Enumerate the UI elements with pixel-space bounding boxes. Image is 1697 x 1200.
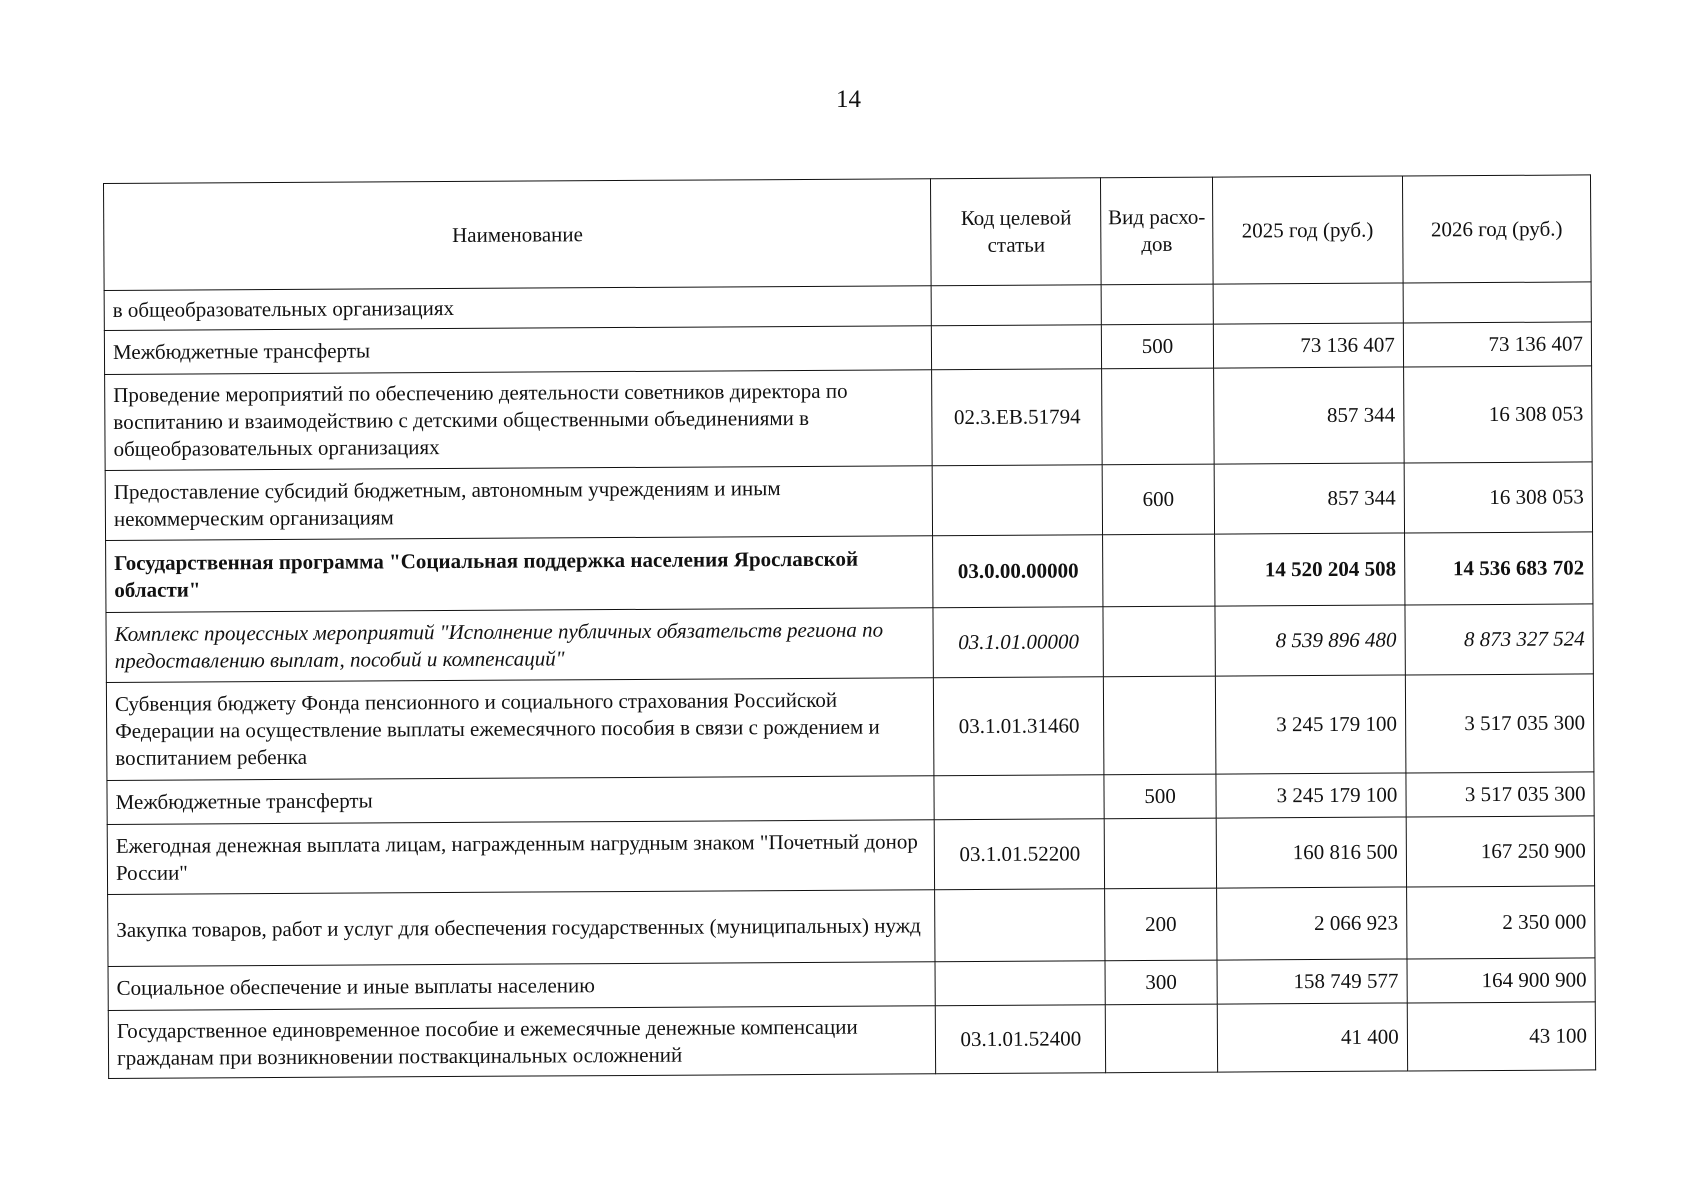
row-vid: 300 [1105, 960, 1217, 1005]
page-number: 14 [836, 86, 861, 113]
header-vid: Вид расхо-дов [1101, 177, 1213, 285]
row-vid: 200 [1105, 888, 1217, 961]
row-vid: 500 [1102, 324, 1214, 369]
table-row [106, 604, 1593, 683]
row-2026: 16 308 053 [1404, 462, 1593, 533]
row-code: 02.3.ЕВ.51794 [932, 369, 1102, 466]
row-code [932, 285, 1102, 326]
row-2026: 16 308 053 [1403, 366, 1592, 463]
table-row [107, 816, 1594, 895]
row-2026: 164 900 900 [1407, 958, 1595, 1003]
row-2026: 3 517 035 300 [1405, 674, 1594, 773]
table-header-row [104, 175, 1592, 291]
row-2025 [1213, 283, 1403, 324]
row-2026: 167 250 900 [1406, 816, 1595, 887]
row-2025: 2 066 923 [1216, 887, 1407, 960]
row-2026: 14 536 683 702 [1404, 532, 1593, 605]
row-2025: 857 344 [1214, 463, 1405, 534]
row-2026: 8 873 327 524 [1405, 604, 1594, 675]
row-name: Закупка товаров, работ и услуг для обеспечения государственных (муниципальных) нужд [108, 890, 936, 967]
row-vid [1102, 368, 1214, 465]
table-row [108, 886, 1595, 967]
row-code [932, 325, 1102, 370]
budget-table [103, 174, 1596, 1079]
row-vid: 600 [1103, 464, 1215, 535]
row-code: 03.1.01.31460 [934, 677, 1104, 776]
row-vid [1105, 818, 1217, 889]
row-2026: 43 100 [1407, 1002, 1596, 1071]
row-2025: 158 749 577 [1217, 959, 1407, 1004]
row-name: Комплекс процессных мероприятий "Исполнение публичных обязательств региона по предоставлению выплат, пособий и компенсаций" [106, 608, 934, 683]
row-vid [1104, 676, 1216, 775]
row-2025: 3 245 179 100 [1215, 675, 1406, 774]
row-2025: 14 520 204 508 [1214, 533, 1405, 606]
header-2025: 2025 год (руб.) [1212, 176, 1403, 284]
row-name: Социальное обеспечение и иные выплаты населению [108, 962, 936, 1011]
table-row [108, 1002, 1595, 1079]
row-name: в общеобразовательных организациях [104, 286, 932, 331]
row-2025: 73 136 407 [1213, 323, 1403, 368]
row-2025: 857 344 [1213, 367, 1404, 464]
row-2025: 8 539 896 480 [1215, 605, 1406, 676]
row-2026: 73 136 407 [1403, 322, 1591, 367]
row-code [935, 889, 1105, 962]
row-code [934, 775, 1104, 820]
row-name: Субвенция бюджету Фонда пенсионного и социального страхования Российской Федерации на осуществление выплаты ежемесячного пособия в связи с рождением и воспитанием ребенка [106, 678, 934, 781]
row-name: Государственная программа "Социальная поддержка населения Ярославской области" [106, 536, 934, 613]
row-2026: 3 517 035 300 [1406, 772, 1594, 817]
row-code: 03.1.01.52400 [936, 1005, 1106, 1074]
row-name: Проведение мероприятий по обеспечению деятельности советников директора по воспитанию и взаимодействию с детскими общественными объединениями в общеобразовательных организациях [105, 370, 933, 471]
table-row [106, 532, 1593, 613]
table-row [105, 366, 1593, 471]
header-2026: 2026 год (руб.) [1402, 175, 1591, 283]
row-vid [1106, 1004, 1218, 1073]
row-vid [1101, 284, 1212, 325]
row-name: Межбюджетные трансферты [107, 776, 935, 825]
row-name: Государственное единовременное пособие и ежемесячные денежные компенсации гражданам при возникновении поствакцинальных осложнений [108, 1006, 936, 1079]
table-row [105, 462, 1592, 541]
row-2026 [1403, 282, 1591, 323]
row-vid: 500 [1104, 774, 1216, 819]
row-name: Предоставление субсидий бюджетным, автономным учреждениям и иным некоммерческим организациям [105, 466, 933, 541]
row-code [933, 465, 1103, 536]
row-name: Межбюджетные трансферты [104, 326, 932, 375]
row-vid [1103, 534, 1215, 607]
header-code: Код целевой статьи [931, 178, 1102, 286]
row-2025: 160 816 500 [1216, 817, 1407, 888]
row-2026: 2 350 000 [1406, 886, 1595, 959]
row-code: 03.0.00.00000 [933, 535, 1103, 608]
row-name: Ежегодная денежная выплата лицам, награжденным нагрудным знаком "Почетный донор России" [107, 820, 935, 895]
row-2025: 41 400 [1217, 1003, 1408, 1072]
table-row [106, 674, 1594, 781]
row-vid [1103, 606, 1215, 677]
header-name: Наименование [104, 179, 932, 291]
row-code [935, 961, 1105, 1006]
row-code: 03.1.01.52200 [935, 819, 1105, 890]
row-2025: 3 245 179 100 [1216, 773, 1406, 818]
row-code: 03.1.01.00000 [933, 607, 1103, 678]
